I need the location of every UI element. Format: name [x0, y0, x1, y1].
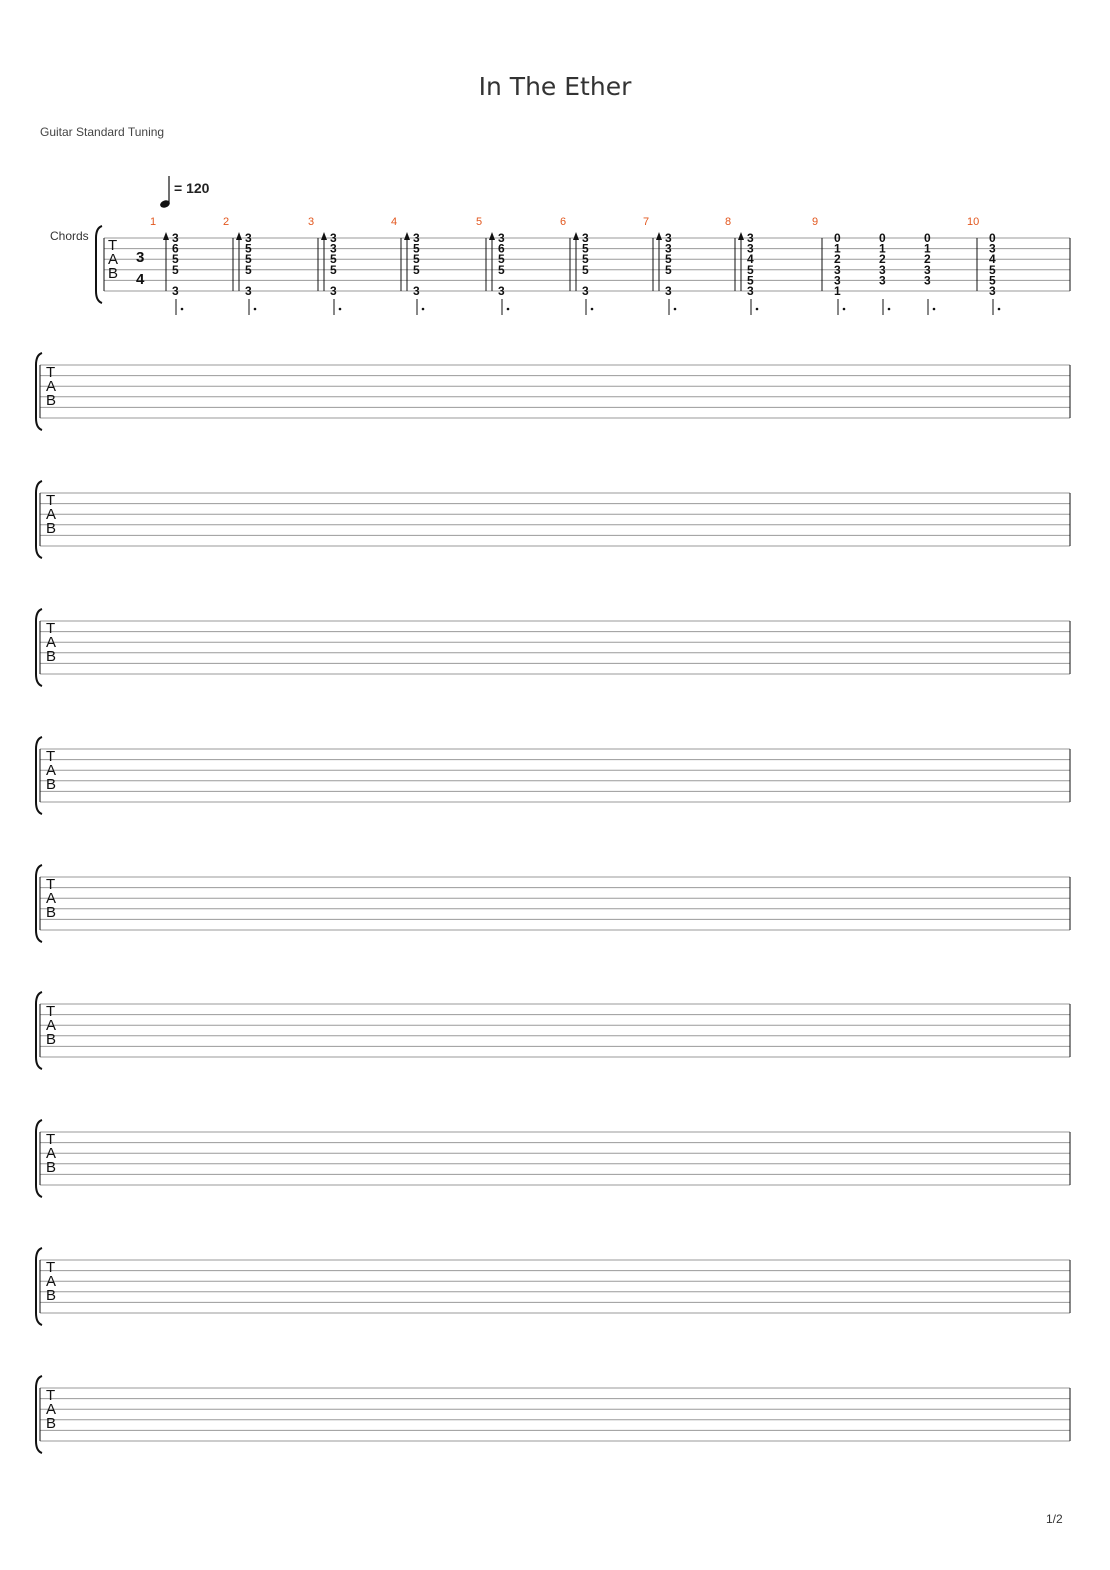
- dot-icon: [181, 308, 184, 311]
- system-bracket: [36, 992, 42, 1069]
- fret-number: 3: [330, 284, 337, 298]
- fret-number: 5: [245, 252, 252, 267]
- fret-number: 5: [747, 262, 754, 277]
- fret-number: 3: [582, 284, 589, 298]
- strum-arrowhead-icon: [236, 232, 242, 240]
- fret-number: 2: [924, 252, 931, 267]
- tab-clef-letter: B: [46, 1159, 57, 1176]
- system-bracket: [36, 1376, 42, 1453]
- strum-arrowhead-icon: [738, 232, 744, 240]
- fret-number: 3: [834, 273, 841, 288]
- page-number: 1/2: [1046, 1512, 1063, 1526]
- fret-number: 3: [665, 284, 672, 298]
- fret-number: 5: [498, 252, 505, 267]
- fret-number: 0: [989, 231, 996, 245]
- tab-clef-letter: T: [46, 1131, 56, 1148]
- dot-icon: [254, 308, 257, 311]
- tab-clef-letter: T: [46, 364, 56, 381]
- song-title: In The Ether: [478, 72, 632, 101]
- tab-clef-letter: A: [46, 762, 57, 779]
- measure-number: 3: [308, 216, 315, 228]
- fret-number: 5: [989, 262, 996, 277]
- tab-clef-letter: B: [46, 1031, 57, 1048]
- fret-number: 3: [989, 241, 996, 256]
- strum-arrowhead-icon: [489, 232, 495, 240]
- tab-clef-letter: T: [108, 237, 118, 254]
- tab-clef-letter: B: [46, 904, 57, 921]
- fret-number: 5: [172, 262, 179, 277]
- dot-icon: [339, 308, 342, 311]
- fret-number: 3: [834, 262, 841, 277]
- fret-number: 5: [582, 262, 589, 277]
- fret-number: 5: [330, 252, 337, 267]
- fret-number: 3: [924, 262, 931, 277]
- fret-number: 5: [665, 252, 672, 267]
- fret-number: 3: [172, 231, 179, 245]
- fret-number: 3: [245, 231, 252, 245]
- fret-number: 6: [498, 241, 505, 256]
- fret-number: 3: [330, 231, 337, 245]
- strum-arrowhead-icon: [404, 232, 410, 240]
- fret-number: 6: [172, 241, 179, 256]
- fret-number: 3: [413, 231, 420, 245]
- fret-number: 3: [665, 231, 672, 245]
- tab-clef-letter: T: [46, 748, 56, 765]
- fret-number: 3: [924, 273, 931, 288]
- system-bracket: [36, 737, 42, 814]
- fret-number: 3: [747, 241, 754, 256]
- fret-number: 3: [413, 284, 420, 298]
- measure-number: 9: [812, 216, 819, 228]
- tab-clef-letter: T: [46, 876, 56, 893]
- tab-clef-letter: A: [46, 890, 57, 907]
- track-name: Chords: [50, 229, 89, 243]
- time-signature-bottom: 4: [136, 271, 145, 288]
- fret-number: 3: [879, 273, 886, 288]
- fret-number: 5: [665, 262, 672, 277]
- dot-icon: [507, 308, 510, 311]
- fret-number: 3: [498, 284, 505, 298]
- fret-number: 5: [413, 252, 420, 267]
- system-bracket: [36, 865, 42, 942]
- fret-number: 1: [834, 284, 841, 298]
- fret-number: 1: [834, 241, 841, 256]
- fret-number: 3: [879, 262, 886, 277]
- tab-clef-letter: B: [46, 1415, 57, 1432]
- measure-number: 4: [391, 216, 398, 228]
- tab-clef-letter: T: [46, 620, 56, 637]
- fret-number: 5: [582, 252, 589, 267]
- dot-icon: [591, 308, 594, 311]
- system-bracket: [36, 1120, 42, 1197]
- fret-number: 3: [582, 231, 589, 245]
- dot-icon: [998, 308, 1001, 311]
- fret-number: 3: [172, 284, 179, 298]
- fret-number: 0: [834, 231, 841, 245]
- strum-arrowhead-icon: [163, 232, 169, 240]
- measure-number: 10: [967, 216, 980, 228]
- fret-number: 3: [665, 241, 672, 256]
- fret-number: 1: [924, 241, 931, 256]
- fret-number: 3: [498, 231, 505, 245]
- tuning-label: Guitar Standard Tuning: [40, 125, 165, 139]
- measure-number: 8: [725, 216, 732, 228]
- fret-number: 5: [747, 273, 754, 288]
- fret-number: 5: [989, 273, 996, 288]
- system-bracket: [96, 226, 102, 303]
- fret-number: 5: [172, 252, 179, 267]
- tab-clef-letter: T: [46, 1003, 56, 1020]
- strum-arrowhead-icon: [573, 232, 579, 240]
- dot-icon: [843, 308, 846, 311]
- tab-clef-letter: A: [46, 634, 57, 651]
- fret-number: 2: [834, 252, 841, 267]
- system-bracket: [36, 481, 42, 558]
- tab-clef-letter: A: [46, 1017, 57, 1034]
- measure-number: 1: [150, 216, 157, 228]
- quarter-note-icon: [158, 174, 174, 214]
- fret-number: 1: [879, 241, 886, 256]
- tab-clef-letter: B: [46, 520, 57, 537]
- fret-number: 0: [879, 231, 886, 245]
- fret-number: 3: [330, 241, 337, 256]
- tab-clef-letter: A: [46, 1401, 57, 1418]
- system-bracket: [36, 609, 42, 686]
- dot-icon: [674, 308, 677, 311]
- dot-icon: [888, 308, 891, 311]
- dot-icon: [756, 308, 759, 311]
- tab-clef-letter: B: [46, 392, 57, 409]
- fret-number: 4: [989, 252, 996, 267]
- measure-number: 7: [643, 216, 650, 228]
- fret-number: 3: [747, 284, 754, 298]
- measure-number: 2: [223, 216, 230, 228]
- tab-clef-letter: B: [46, 1287, 57, 1304]
- fret-number: 5: [582, 241, 589, 256]
- fret-number: 5: [413, 262, 420, 277]
- tab-clef-letter: A: [46, 1145, 57, 1162]
- strum-arrowhead-icon: [656, 232, 662, 240]
- fret-number: 2: [879, 252, 886, 267]
- tab-clef-letter: T: [46, 1259, 56, 1276]
- tab-clef-letter: T: [46, 492, 56, 509]
- fret-number: 0: [924, 231, 931, 245]
- fret-number: 5: [245, 262, 252, 277]
- tab-clef-letter: B: [46, 648, 57, 665]
- dot-icon: [422, 308, 425, 311]
- measure-number: 6: [560, 216, 567, 228]
- fret-number: 5: [498, 262, 505, 277]
- tab-clef-letter: T: [46, 1387, 56, 1404]
- tab-clef-letter: B: [108, 265, 119, 282]
- tempo-value: = 120: [174, 180, 210, 196]
- tab-clef-letter: A: [46, 378, 57, 395]
- fret-number: 5: [330, 262, 337, 277]
- fret-number: 3: [989, 284, 996, 298]
- system-bracket: [36, 1248, 42, 1325]
- fret-number: 4: [747, 252, 754, 267]
- fret-number: 3: [245, 284, 252, 298]
- fret-number: 3: [747, 231, 754, 245]
- strum-arrowhead-icon: [321, 232, 327, 240]
- tab-clef-letter: A: [108, 251, 119, 268]
- tab-clef-letter: A: [46, 506, 57, 523]
- measure-number: 5: [476, 216, 483, 228]
- dot-icon: [933, 308, 936, 311]
- time-signature-top: 3: [136, 249, 145, 266]
- fret-number: 5: [413, 241, 420, 256]
- tempo-marking: [158, 174, 238, 214]
- system-bracket: [36, 353, 42, 430]
- tab-clef-letter: A: [46, 1273, 57, 1290]
- fret-number: 5: [245, 241, 252, 256]
- tab-clef-letter: B: [46, 776, 57, 793]
